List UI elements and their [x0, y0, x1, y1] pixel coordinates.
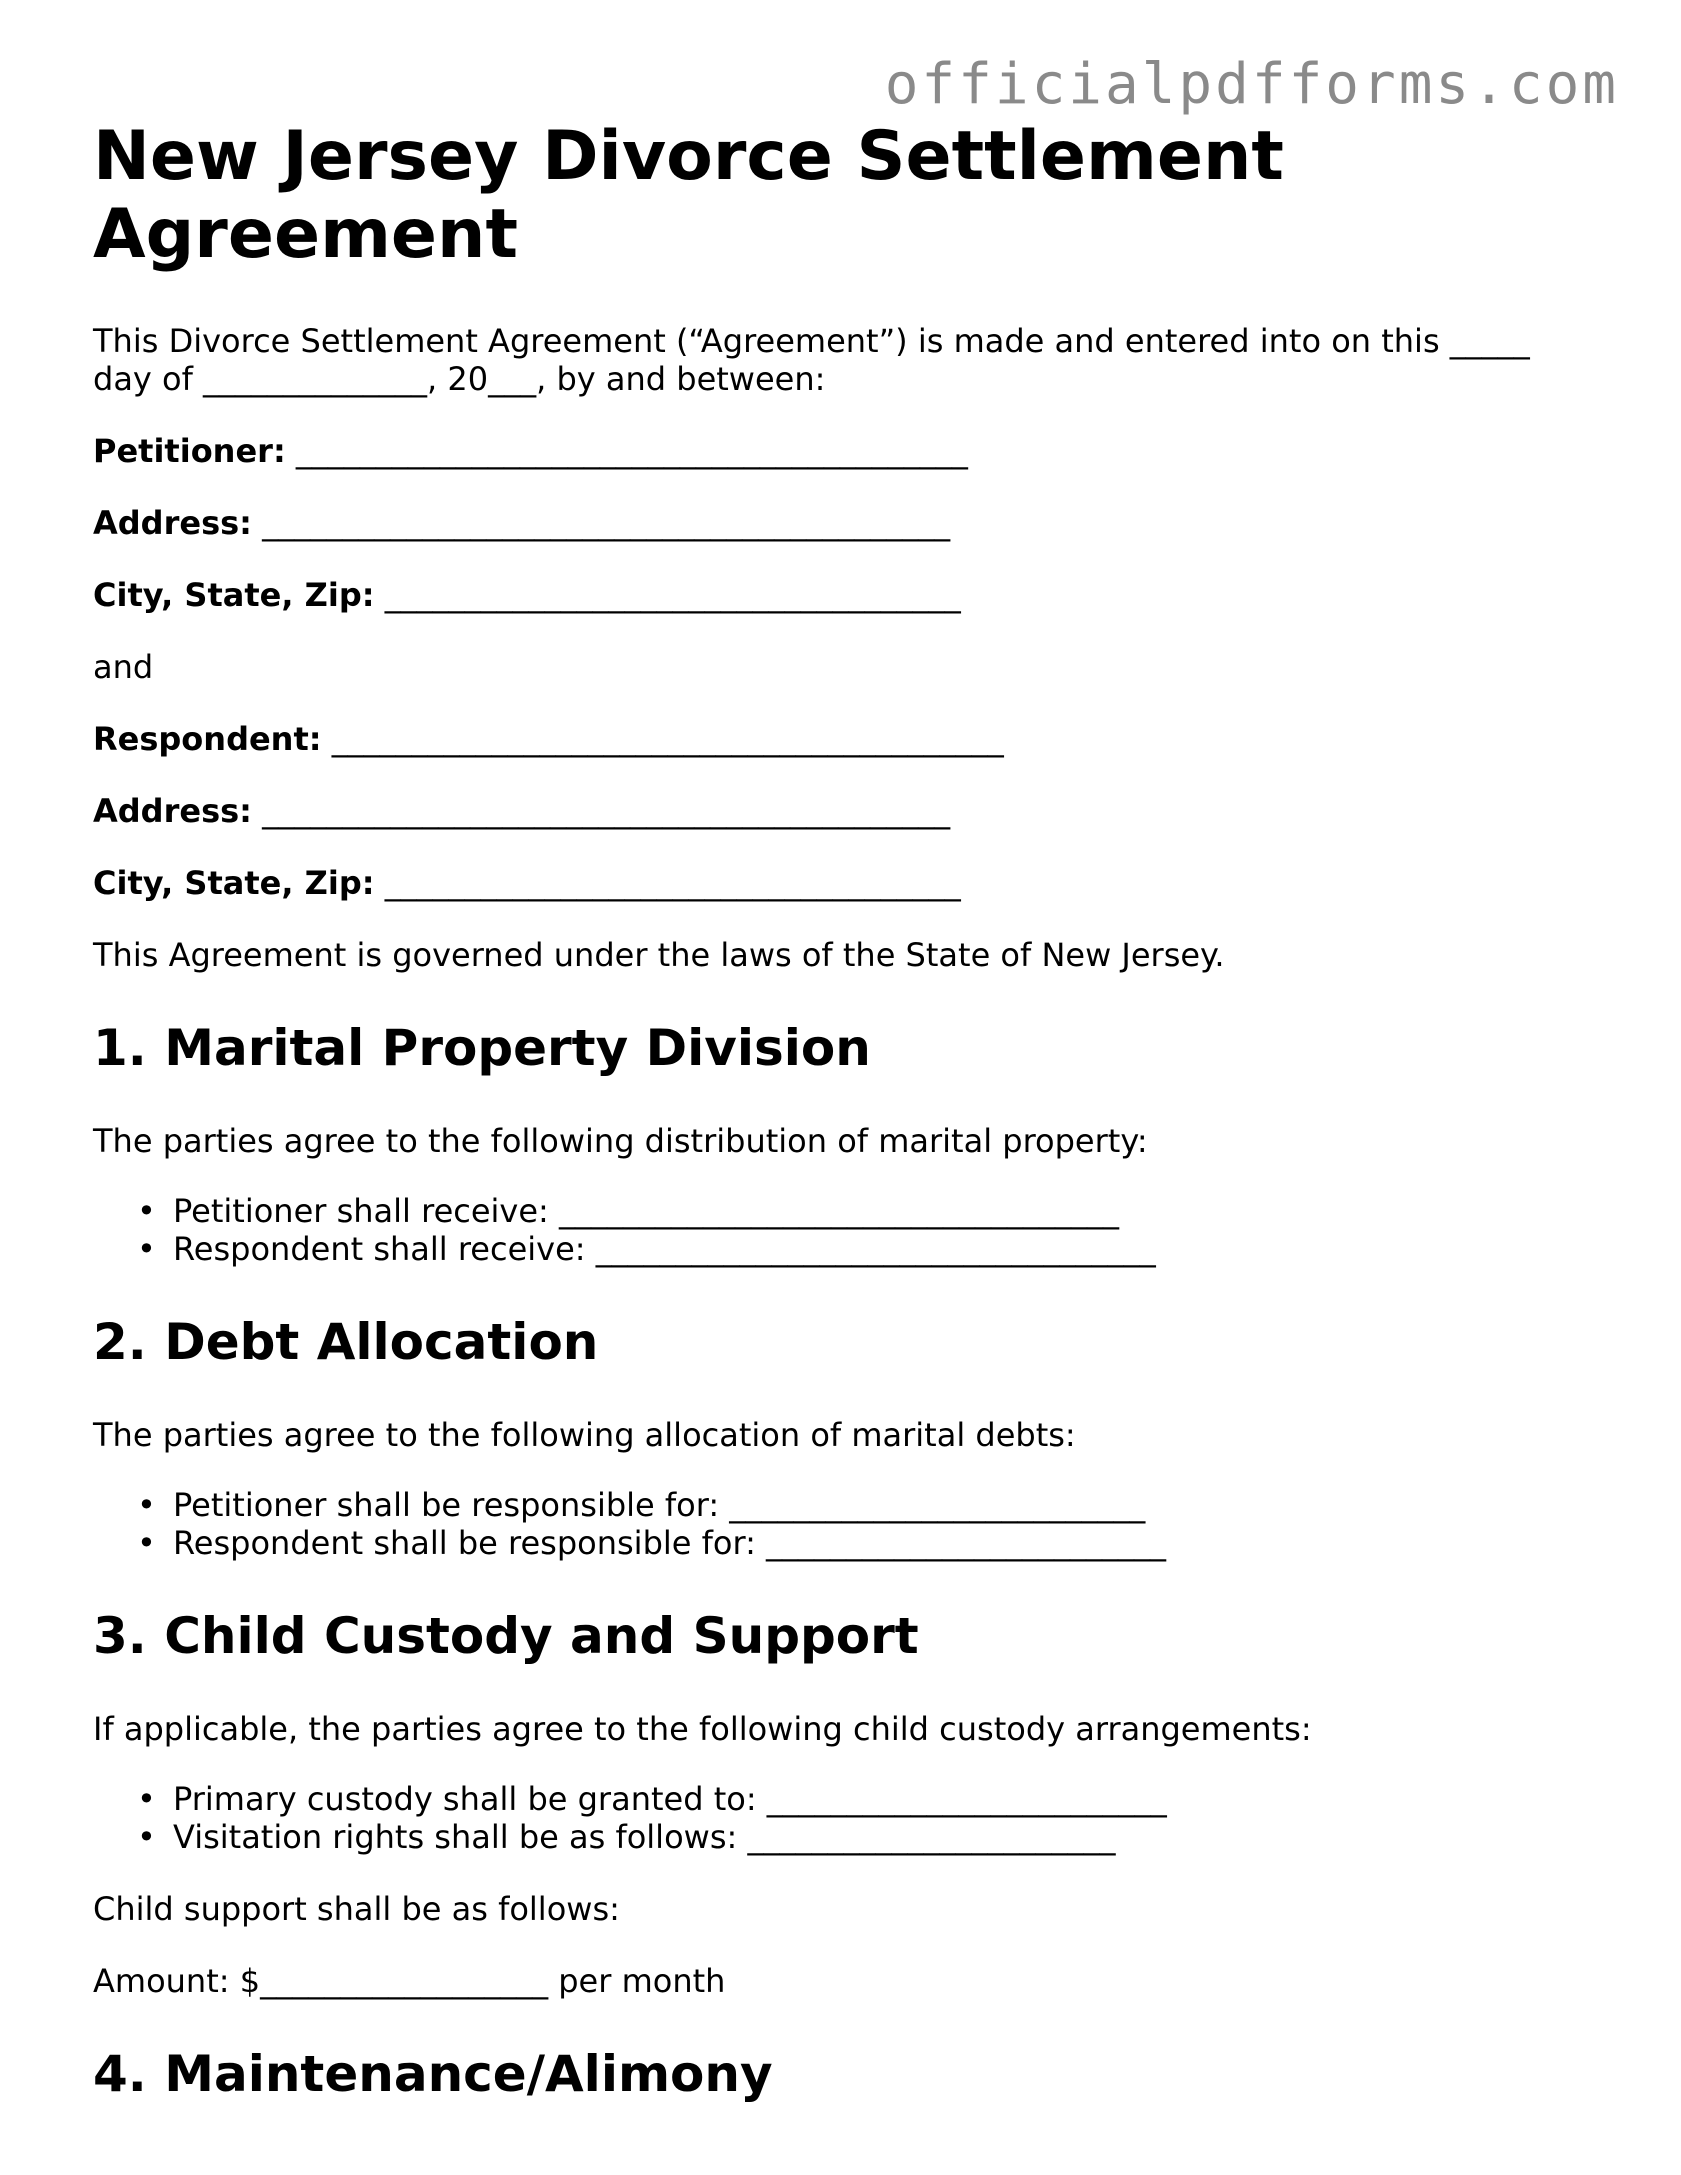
list-item[interactable]: • Petitioner shall receive: ___________________________________	[173, 1192, 1593, 1230]
list-item[interactable]: • Primary custody shall be granted to: _________________________	[173, 1780, 1593, 1818]
section-debt-heading: 2. Debt Allocation	[93, 1313, 599, 1371]
debt-list	[93, 1486, 1593, 1562]
respondent-address-field	[93, 792, 1593, 830]
respondent-name-blank[interactable]: __________________________________________	[331, 720, 1004, 758]
custody-list	[93, 1780, 1593, 1856]
governing-law-text: This Agreement is governed under the laws of the State of New Jersey.	[93, 936, 1225, 974]
and-text: and	[93, 648, 154, 686]
petitioner-name-blank[interactable]: __________________________________________	[295, 432, 968, 470]
section-custody-heading: 3. Child Custody and Support	[93, 1607, 919, 1665]
petitioner-name-label: Petitioner:	[93, 432, 286, 470]
list-item[interactable]: • Visitation rights shall be as follows: _______________________	[173, 1818, 1593, 1856]
respondent-address-blank[interactable]: ___________________________________________	[262, 792, 951, 830]
list-item[interactable]: • Respondent shall be responsible for: _________________________	[173, 1524, 1593, 1562]
petitioner-city-blank[interactable]: ____________________________________	[384, 576, 961, 614]
petitioner-address-blank[interactable]: ___________________________________________	[262, 504, 951, 542]
child-support-amount[interactable]: Amount: $__________________ per month	[93, 1962, 726, 2000]
section-alimony-heading: 4. Maintenance/Alimony	[93, 2045, 773, 2103]
respondent-name-label: Respondent:	[93, 720, 322, 758]
section-property-heading: 1. Marital Property Division	[93, 1019, 871, 1077]
petitioner-address-field	[93, 504, 1593, 542]
section-custody-intro: If applicable, the parties agree to the following child custody arrangements:	[93, 1710, 1312, 1748]
petitioner-city-field	[93, 576, 1593, 614]
respondent-city-blank[interactable]: ____________________________________	[384, 864, 961, 902]
petitioner-address-label: Address:	[93, 504, 252, 542]
intro-paragraph: This Divorce Settlement Agreement (“Agreement”) is made and entered into on this _____ day of ______________, 20___, by and between:	[93, 322, 1530, 398]
watermark: officialpdfforms.com	[884, 52, 1619, 117]
list-item[interactable]: • Respondent shall receive: ___________________________________	[173, 1230, 1593, 1268]
respondent-city-label: City, State, Zip:	[93, 864, 375, 902]
respondent-city-field	[93, 864, 1593, 902]
document-title: New Jersey Divorce Settlement Agreement	[93, 117, 1284, 274]
respondent-address-label: Address:	[93, 792, 252, 830]
respondent-name-field	[93, 720, 1593, 758]
list-item[interactable]: • Petitioner shall be responsible for: __________________________	[173, 1486, 1593, 1524]
document-body	[93, 118, 1593, 2104]
section-debt-intro: The parties agree to the following allocation of marital debts:	[93, 1416, 1076, 1454]
section-property-intro: The parties agree to the following distribution of marital property:	[93, 1122, 1148, 1160]
property-list	[93, 1192, 1593, 1268]
child-support-text: Child support shall be as follows:	[93, 1890, 620, 1928]
petitioner-city-label: City, State, Zip:	[93, 576, 375, 614]
petitioner-name-field	[93, 432, 1593, 470]
